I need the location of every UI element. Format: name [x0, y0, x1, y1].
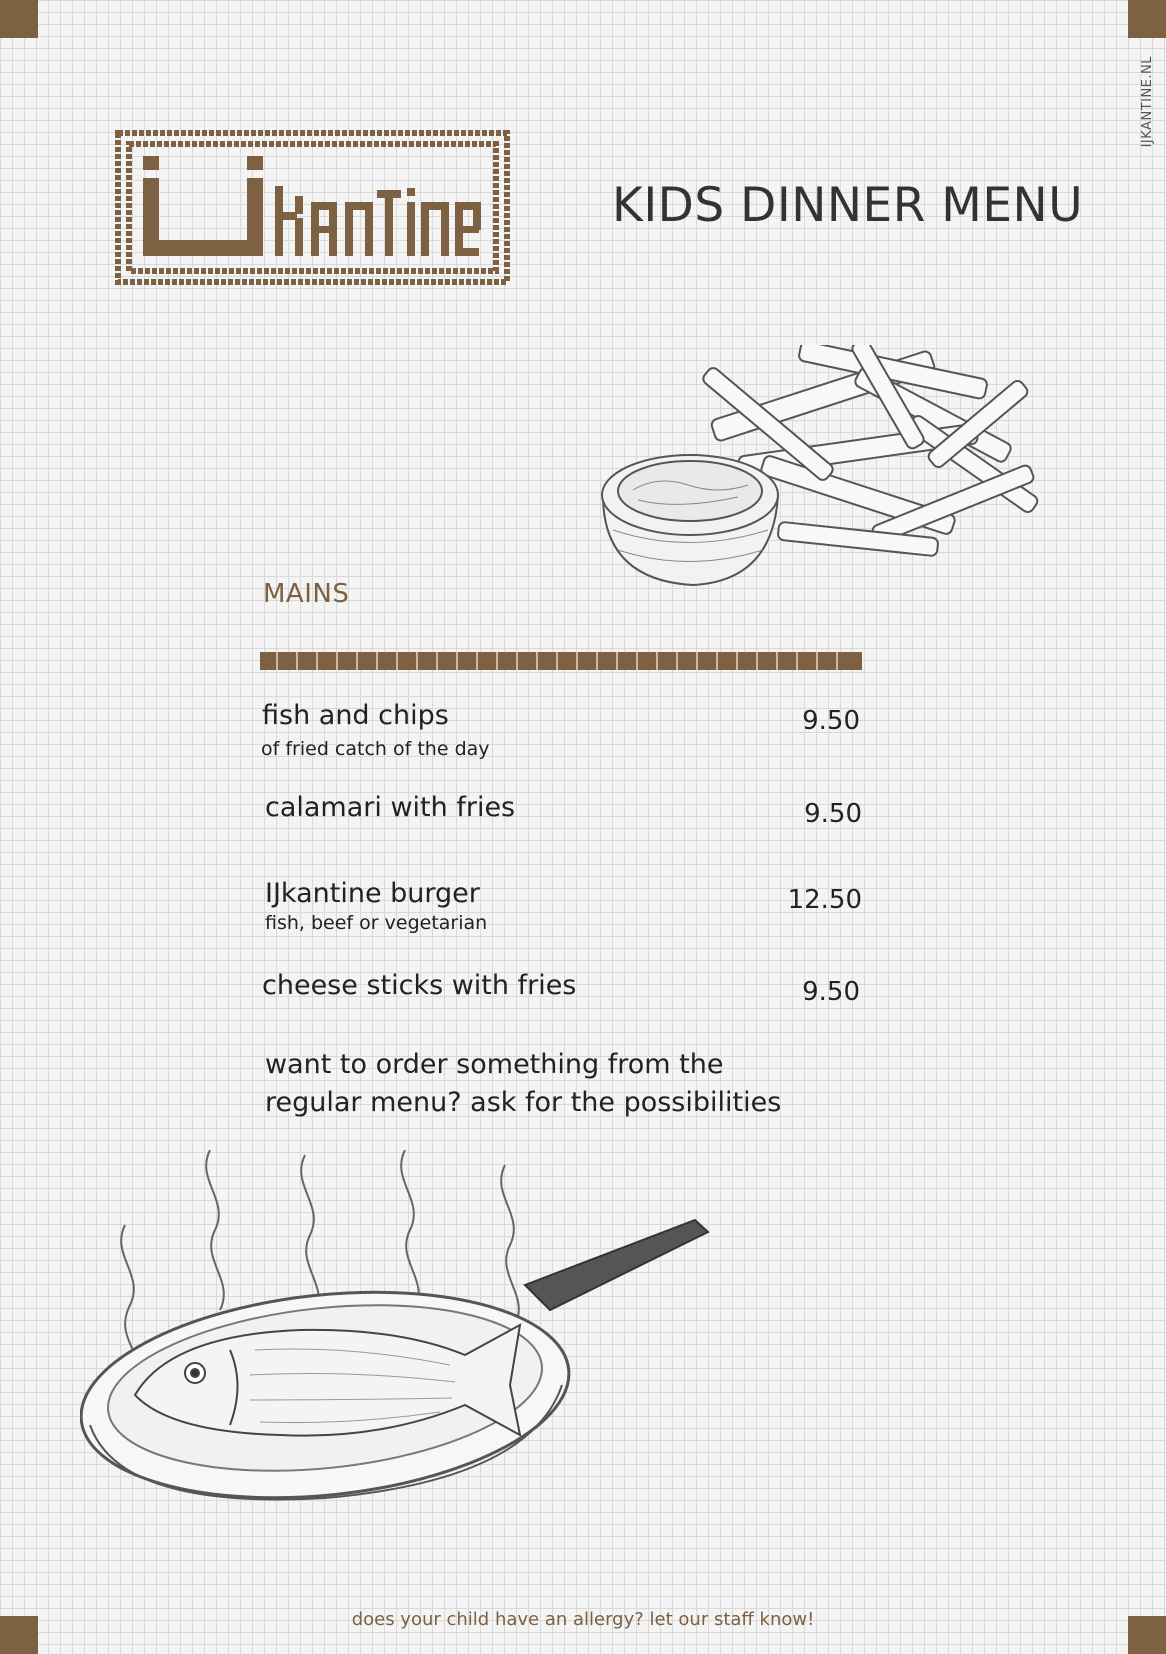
regular-menu-note-line-2: regular menu? ask for the possibilities	[265, 1087, 782, 1118]
menu-item-name: IJkantine burger	[265, 878, 480, 909]
menu-item-name: cheese sticks with fries	[262, 970, 577, 1001]
menu-item-price: 9.50	[802, 977, 860, 1007]
regular-menu-note	[265, 1046, 825, 1122]
menu-item-name: calamari with fries	[265, 792, 516, 823]
menu-item-description: of fried catch of the day	[261, 738, 490, 760]
ijkantine-logo	[115, 130, 510, 285]
fish-pan-illustration	[80, 1150, 740, 1520]
allergy-note: does your child have an allergy? let our staff know!	[351, 1609, 815, 1630]
regular-menu-note-line-1: want to order something from the	[265, 1049, 724, 1080]
corner-square-top-right	[1128, 0, 1166, 38]
website-url: IJKANTINE.NL	[1140, 56, 1155, 148]
section-heading-mains: MAINS	[263, 579, 350, 609]
menu-item-description: fish, beef or vegetarian	[265, 912, 488, 934]
page-title: KIDS DINNER MENU	[612, 178, 1084, 233]
pixel-divider	[260, 652, 862, 670]
fries-illustration	[598, 345, 1058, 605]
menu-item-name: fish and chips	[262, 700, 449, 731]
menu-item-price: 12.50	[787, 885, 862, 915]
corner-square-top-left	[0, 0, 38, 38]
menu-item-price: 9.50	[804, 799, 862, 829]
menu-item-price: 9.50	[802, 706, 860, 736]
